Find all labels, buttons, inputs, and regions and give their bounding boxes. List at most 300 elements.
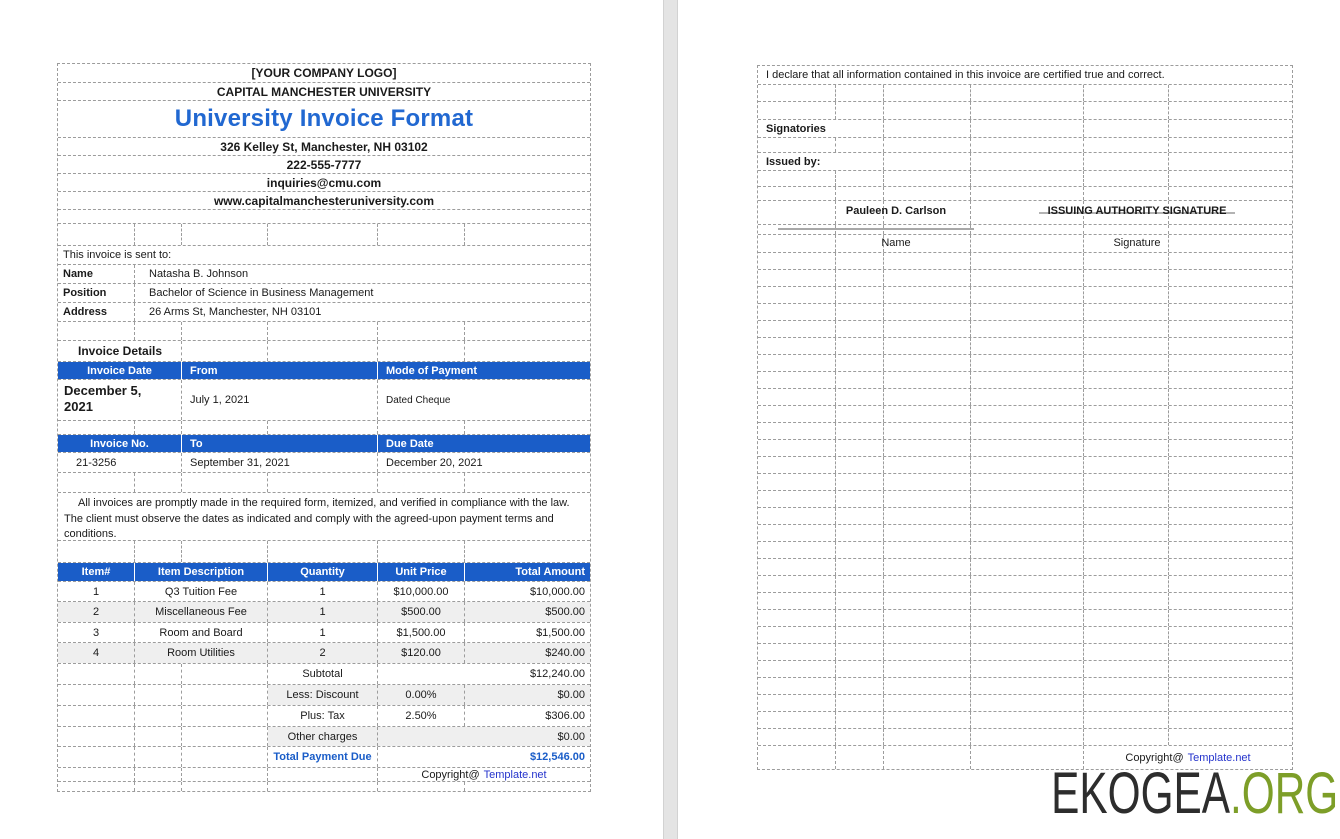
grid-cell (971, 389, 1084, 405)
issued-by-label: Issued by: (758, 153, 884, 170)
grid-cell (1084, 138, 1169, 152)
grid-cell (884, 187, 971, 200)
invoice-no-value: 21-3256 (58, 453, 182, 472)
template-net-link[interactable]: Template.net (483, 768, 547, 781)
grid-cell (268, 473, 378, 492)
grid-cell (135, 685, 182, 705)
grid-cell (971, 695, 1084, 711)
recipient-name-label: Name (58, 265, 135, 283)
item-description: Miscellaneous Fee (135, 602, 268, 622)
grid-row (758, 406, 1292, 423)
grid-cell (182, 782, 268, 791)
grid-cell (1169, 559, 1292, 575)
grid-cell (971, 440, 1084, 456)
grid-cell (135, 473, 182, 492)
grid-cell (758, 525, 836, 541)
grid-cell (971, 474, 1084, 490)
grid-cell (884, 85, 971, 101)
item-description: Room and Board (135, 623, 268, 642)
grid-cell (1084, 270, 1169, 286)
grid-cell (1084, 321, 1169, 337)
grid-cell (58, 224, 135, 245)
grid-row (758, 508, 1292, 525)
grid-cell (1084, 508, 1169, 524)
grid-cell (378, 421, 465, 434)
grid-cell (836, 576, 884, 592)
grid-cell (1084, 678, 1169, 694)
grid-cell (1084, 542, 1169, 558)
grid-cell (378, 782, 465, 791)
grid-cell (182, 768, 268, 781)
grid-cell (135, 727, 182, 746)
grid-cell (971, 644, 1084, 660)
grid-cell (1084, 406, 1169, 422)
grid-row (758, 559, 1292, 576)
grid-cell (971, 287, 1084, 303)
grid-cell (1084, 525, 1169, 541)
grid-cell (1169, 102, 1292, 119)
invoice-date-value: December 5, 2021 (58, 380, 182, 420)
grid-cell (182, 747, 268, 767)
grid-cell (58, 473, 135, 492)
grid-cell (1084, 661, 1169, 677)
items-header-row (58, 563, 590, 582)
recipient-position-row (58, 284, 590, 303)
grid-cell (1169, 372, 1292, 388)
grid-cell (135, 782, 182, 791)
grid-row (758, 491, 1292, 508)
grid-cell (1084, 120, 1169, 137)
item-number: 1 (58, 582, 135, 601)
grid-cell (268, 224, 378, 245)
signature-label: Signature (1113, 237, 1161, 249)
grid-cell (1084, 457, 1169, 473)
grid-cell (135, 421, 182, 434)
grid-cell (1169, 287, 1292, 303)
item-row (58, 602, 590, 623)
grid-cell (1084, 253, 1169, 269)
grid-row (758, 678, 1292, 695)
grid-row (58, 782, 590, 791)
grid-cell (1169, 712, 1292, 728)
subtotal-row (58, 664, 590, 685)
header-row (58, 174, 590, 192)
grid-cell (971, 457, 1084, 473)
grid-cell (758, 678, 836, 694)
grid-row (758, 85, 1292, 102)
grid-row (58, 541, 590, 563)
grid-cell (836, 102, 884, 119)
grid-cell (758, 406, 836, 422)
grid-cell (1169, 525, 1292, 541)
grid-cell (758, 102, 836, 119)
sent-to-label: This invoice is sent to: (63, 249, 172, 261)
grid-cell (971, 593, 1084, 609)
grid-cell (1169, 321, 1292, 337)
grid-cell (268, 341, 378, 361)
grid-row (758, 321, 1292, 338)
grid-cell (836, 423, 884, 439)
grid-cell (758, 85, 836, 101)
issued-by-row (758, 153, 1292, 171)
recipient-name-row (58, 265, 590, 284)
grid-row (58, 421, 590, 435)
watermark-green-text: .ORG (1229, 761, 1338, 826)
template-net-link[interactable]: Template.net (1187, 751, 1251, 764)
grid-cell (758, 187, 836, 200)
item-total: $10,000.00 (529, 585, 585, 598)
grid-cell (268, 322, 378, 340)
grid-cell (182, 421, 268, 434)
grid-cell (884, 153, 971, 170)
item-description: Room Utilities (135, 643, 268, 663)
recipient-address-label: Address (58, 303, 135, 321)
signatories-label: Signatories (758, 120, 884, 137)
grid-cell (58, 664, 135, 684)
grid-cell (1084, 729, 1169, 745)
grid-row (758, 542, 1292, 559)
invoice-title: University Invoice Format (174, 105, 474, 132)
grid-row (758, 423, 1292, 440)
due-date-value: December 20, 2021 (386, 456, 483, 469)
grid-cell (758, 695, 836, 711)
quantity-header: Quantity (268, 563, 378, 581)
grid-cell (758, 321, 836, 337)
company-address: 326 Kelley St, Manchester, NH 03102 (220, 139, 428, 154)
company-logo-placeholder: [YOUR COMPANY LOGO] (251, 66, 397, 80)
copyright-notice (378, 768, 590, 781)
grid-cell (758, 355, 836, 371)
total-due-amount: $12,546.00 (529, 751, 585, 763)
grid-cell (1084, 304, 1169, 320)
grid-cell (836, 508, 884, 524)
name-label: Name (881, 237, 911, 249)
grid-cell (836, 338, 884, 354)
grid-cell (1169, 270, 1292, 286)
header-row (58, 156, 590, 174)
grid-cell (1084, 372, 1169, 388)
grid-row (758, 253, 1292, 270)
grid-row (758, 610, 1292, 627)
grid-row (758, 304, 1292, 321)
grid-cell (836, 610, 884, 626)
item-number: 2 (58, 602, 135, 622)
grid-cell (182, 706, 268, 726)
grid-cell (1084, 153, 1169, 170)
grid-cell (1084, 102, 1169, 119)
recipient-name-value: Natasha B. Johnson (149, 268, 249, 280)
grid-cell (971, 187, 1084, 200)
grid-cell (971, 102, 1084, 119)
item-quantity: 1 (268, 623, 378, 642)
grid-cell (971, 270, 1084, 286)
grid-cell (1084, 171, 1169, 186)
grid-cell (836, 593, 884, 609)
grid-cell (1084, 593, 1169, 609)
grid-cell (1169, 225, 1292, 234)
grid-cell (884, 542, 971, 558)
grid-cell (971, 406, 1084, 422)
grid-cell (884, 120, 971, 137)
grid-cell (971, 508, 1084, 524)
grid-cell (465, 341, 590, 361)
name-underline-row (758, 225, 1292, 235)
declaration-row (758, 66, 1292, 85)
grid-cell (884, 491, 971, 507)
grid-cell (135, 747, 182, 767)
grid-row (58, 322, 590, 341)
grid-cell (971, 171, 1084, 186)
grid-cell (378, 322, 465, 340)
tax-rate: 2.50% (378, 706, 465, 726)
grid-cell (971, 153, 1084, 170)
grid-row (758, 474, 1292, 491)
grid-cell (758, 138, 836, 152)
grid-row (758, 525, 1292, 542)
grid-cell (971, 304, 1084, 320)
grid-cell (836, 678, 884, 694)
grid-cell (971, 678, 1084, 694)
grid-cell (135, 706, 182, 726)
grid-cell (58, 322, 135, 340)
grid-cell (884, 138, 971, 152)
grid-cell (971, 491, 1084, 507)
grid-cell (836, 304, 884, 320)
grid-cell (1169, 389, 1292, 405)
grid-cell (884, 474, 971, 490)
invoice-details-row (58, 341, 590, 362)
grid-cell (378, 541, 465, 562)
grid-cell (836, 746, 884, 769)
grid-cell (836, 559, 884, 575)
grid-cell (58, 706, 135, 726)
invoice-details-title: Invoice Details (58, 341, 182, 361)
subtotal-label: Subtotal (268, 664, 378, 684)
unit-price-header: Unit Price (378, 563, 465, 581)
grid-cell (971, 225, 1084, 234)
right-empty-grid (758, 253, 1292, 746)
other-charges-row (58, 727, 590, 747)
grid-cell (884, 593, 971, 609)
recipient-address-value: 26 Arms St, Manchester, NH 03101 (149, 306, 322, 318)
grid-cell (884, 457, 971, 473)
grid-cell (884, 661, 971, 677)
copyright-row (58, 768, 590, 782)
due-date-header: Due Date (378, 435, 590, 452)
grid-cell (1084, 474, 1169, 490)
grid-cell (971, 85, 1084, 101)
grid-cell (884, 171, 971, 186)
grid-cell (836, 406, 884, 422)
grid-cell (1084, 627, 1169, 643)
grid-cell (884, 695, 971, 711)
grid-cell (1169, 627, 1292, 643)
item-unit-price: $500.00 (378, 602, 465, 622)
signatories-row (758, 120, 1292, 138)
grid-cell (58, 782, 135, 791)
grid-cell (884, 644, 971, 660)
grid-cell (182, 341, 268, 361)
grid-cell (836, 644, 884, 660)
details-table2-header (58, 435, 590, 453)
item-description-header: Item Description (135, 563, 268, 581)
grid-cell (884, 508, 971, 524)
discount-rate: 0.00% (378, 685, 465, 705)
grid-row (758, 355, 1292, 372)
to-value: September 31, 2021 (182, 453, 378, 472)
grid-cell (1169, 355, 1292, 371)
copyright-text: Copyright@ (421, 768, 480, 781)
grid-cell (884, 102, 971, 119)
grid-cell (884, 423, 971, 439)
grid-cell (758, 457, 836, 473)
details-table2-values (58, 453, 590, 473)
header-row (58, 192, 590, 210)
grid-cell (268, 768, 378, 781)
total-due-label: Total Payment Due (268, 747, 378, 767)
item-unit-price: $120.00 (378, 643, 465, 663)
grid-cell (971, 559, 1084, 575)
grid-cell (268, 782, 378, 791)
other-charges-label: Other charges (268, 727, 378, 746)
grid-cell (758, 610, 836, 626)
grid-cell (971, 372, 1084, 388)
grid-cell (182, 541, 268, 562)
ekogea-watermark (1050, 761, 1338, 826)
header-row (58, 64, 590, 83)
grid-cell (758, 171, 836, 186)
recipient-address-row (58, 303, 590, 322)
grid-cell (465, 322, 590, 340)
grid-cell (268, 541, 378, 562)
grid-cell (758, 576, 836, 592)
item-total: $240.00 (465, 643, 590, 663)
item-row (58, 643, 590, 664)
grid-cell (758, 372, 836, 388)
grid-row (758, 457, 1292, 474)
grid-cell (1084, 85, 1169, 101)
grid-cell (884, 627, 971, 643)
grid-cell (1169, 253, 1292, 269)
signature-labels-row (758, 235, 1292, 253)
grid-cell (135, 224, 182, 245)
grid-row (758, 338, 1292, 355)
grid-cell (758, 627, 836, 643)
company-email: inquiries@cmu.com (266, 175, 382, 190)
grid-cell (135, 768, 182, 781)
grid-cell (58, 210, 590, 223)
header-row (58, 138, 590, 156)
grid-cell (836, 440, 884, 456)
grid-cell (1169, 171, 1292, 186)
grid-cell (1169, 593, 1292, 609)
company-website: www.capitalmanchesteruniversity.com (213, 193, 435, 208)
grid-cell (1169, 440, 1292, 456)
grid-cell (836, 287, 884, 303)
grid-cell (971, 729, 1084, 745)
university-name: CAPITAL MANCHESTER UNIVERSITY (216, 84, 432, 99)
grid-cell (758, 423, 836, 439)
grid-cell (1169, 695, 1292, 711)
grid-cell (884, 746, 971, 769)
grid-cell (758, 661, 836, 677)
from-value: July 1, 2021 (182, 380, 378, 420)
recipient-position-value: Bachelor of Science in Business Management (149, 287, 374, 299)
grid-cell (971, 576, 1084, 592)
grid-cell (836, 627, 884, 643)
item-number: 3 (58, 623, 135, 642)
declaration-text: I declare that all information contained in this invoice are certified true and correct. (766, 69, 1165, 81)
grid-cell (1084, 712, 1169, 728)
grid-cell (884, 338, 971, 354)
item-description: Q3 Tuition Fee (135, 582, 268, 601)
grid-cell (971, 355, 1084, 371)
grid-cell (58, 768, 135, 781)
grid-cell (1169, 153, 1292, 170)
grid-row (758, 593, 1292, 610)
grid-cell (971, 661, 1084, 677)
grid-cell (836, 85, 884, 101)
grid-cell (884, 559, 971, 575)
mode-of-payment-header: Mode of Payment (378, 362, 590, 379)
grid-cell (1084, 644, 1169, 660)
grid-cell (1169, 508, 1292, 524)
item-quantity: 1 (268, 582, 378, 601)
grid-cell (758, 712, 836, 728)
grid-cell (58, 727, 135, 746)
grid-cell (1169, 542, 1292, 558)
signatories-page (757, 65, 1293, 770)
grid-cell (182, 685, 268, 705)
grid-cell (884, 406, 971, 422)
grid-cell (1084, 576, 1169, 592)
grid-cell (1169, 120, 1292, 137)
grid-cell (1084, 355, 1169, 371)
grid-cell (1169, 338, 1292, 354)
name-underline (778, 228, 974, 230)
grid-cell (1169, 729, 1292, 745)
grid-cell (182, 664, 268, 684)
grid-cell (1169, 85, 1292, 101)
grid-cell (971, 525, 1084, 541)
grid-cell (758, 338, 836, 354)
recipient-position-label: Position (58, 284, 135, 302)
grid-cell (884, 729, 971, 745)
grid-cell (1169, 491, 1292, 507)
item-total: $500.00 (465, 602, 590, 622)
grid-cell (1169, 138, 1292, 152)
grid-cell (758, 508, 836, 524)
grid-cell (1084, 338, 1169, 354)
grid-cell (758, 270, 836, 286)
grid-cell (971, 253, 1084, 269)
grid-cell (1169, 644, 1292, 660)
grid-cell (1084, 389, 1169, 405)
invoice-no-header: Invoice No. (58, 435, 182, 452)
invoice-date-header: Invoice Date (58, 362, 182, 379)
company-phone: 222-555-7777 (286, 157, 362, 172)
grid-cell (971, 138, 1084, 152)
issuing-authority-signature-label: ISSUING AUTHORITY SIGNATURE (1047, 205, 1227, 217)
grid-cell (1084, 225, 1169, 234)
grid-cell (1169, 304, 1292, 320)
subtotal-amount: $12,240.00 (529, 668, 585, 680)
grid-cell (884, 712, 971, 728)
grid-cell (884, 389, 971, 405)
grid-cell (1169, 678, 1292, 694)
grid-cell (884, 253, 971, 269)
from-header: From (182, 362, 378, 379)
